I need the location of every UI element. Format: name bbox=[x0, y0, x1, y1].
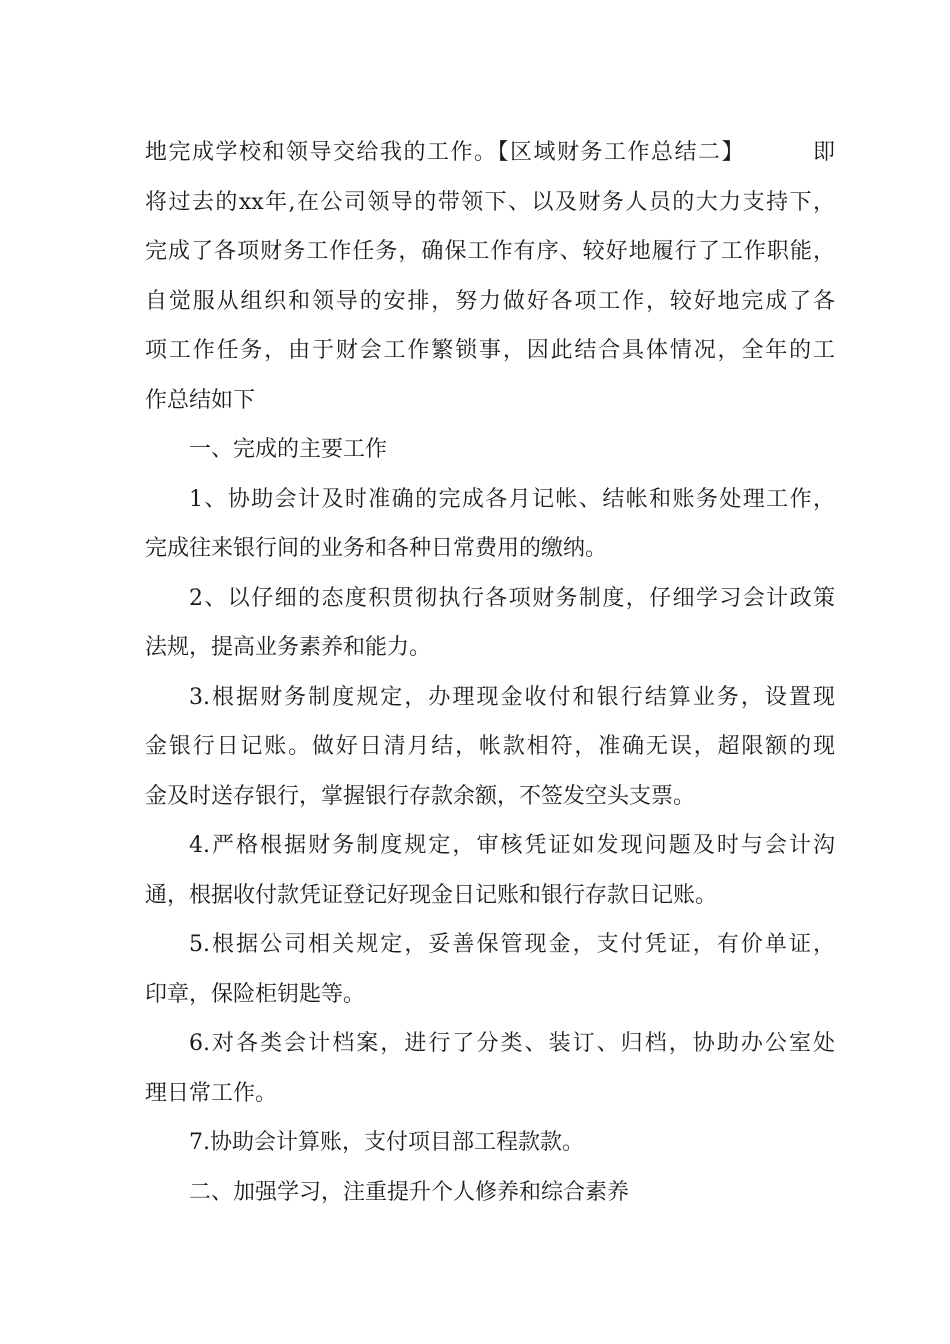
text-line: 一、完成的主要工作 bbox=[189, 437, 388, 462]
text-line: 二、加强学习，注重提升个人修养和综合素养 bbox=[189, 1179, 630, 1205]
text-line: 印章，保险柜钥匙等。 bbox=[145, 981, 366, 1007]
text-line: 完成了各项财务工作任务，确保工作有序、较好地履行了工作职能， bbox=[145, 239, 835, 264]
text-line: 4.严格根据财务制度规定，审核凭证如发现问题及时与会计沟 bbox=[189, 833, 835, 858]
text-line: 将过去的xx年,在公司领导的带领下、以及财务人员的大力支持下， bbox=[145, 189, 835, 215]
text-line: 6.对各类会计档案，进行了分类、装订、归档，协助办公室处 bbox=[189, 1031, 835, 1056]
text-line: 2、以仔细的态度积贯彻执行各项财务制度，仔细学习会计政策 bbox=[189, 585, 835, 611]
text-line: 理日常工作。 bbox=[145, 1080, 278, 1106]
text-line: 1、协助会计及时准确的完成各月记帐、结帐和账务处理工作， bbox=[189, 486, 835, 512]
text-line: 地完成学校和领导交给我的工作。【区域财务工作总结二】 即 bbox=[145, 140, 835, 165]
document-body bbox=[145, 128, 835, 1217]
text-line: 5.根据公司相关规定，妥善保管现金，支付凭证，有价单证， bbox=[189, 932, 835, 957]
text-line: 3.根据财务制度规定，办理现金收付和银行结算业务，设置现 bbox=[189, 684, 835, 710]
text-line: 7.协助会计算账，支付项目部工程款款。 bbox=[189, 1130, 584, 1155]
text-line: 自觉服从组织和领导的安排，努力做好各项工作，较好地完成了各 bbox=[145, 288, 835, 314]
text-line: 作总结如下 bbox=[145, 387, 256, 413]
text-line: 通，根据收付款凭证登记好现金日记账和银行存款日记账。 bbox=[145, 882, 718, 908]
text-line: 金银行日记账。做好日清月结，帐款相符，准确无误，超限额的现 bbox=[145, 734, 835, 759]
text-line: 项工作任务，由于财会工作繁锁事，因此结合具体情况，全年的工 bbox=[145, 338, 835, 363]
text-line: 完成往来银行间的业务和各种日常费用的缴纳。 bbox=[145, 536, 608, 561]
text-line: 金及时送存银行，掌握银行存款余额，不签发空头支票。 bbox=[145, 783, 696, 809]
text-line: 法规，提高业务素养和能力。 bbox=[145, 635, 432, 660]
